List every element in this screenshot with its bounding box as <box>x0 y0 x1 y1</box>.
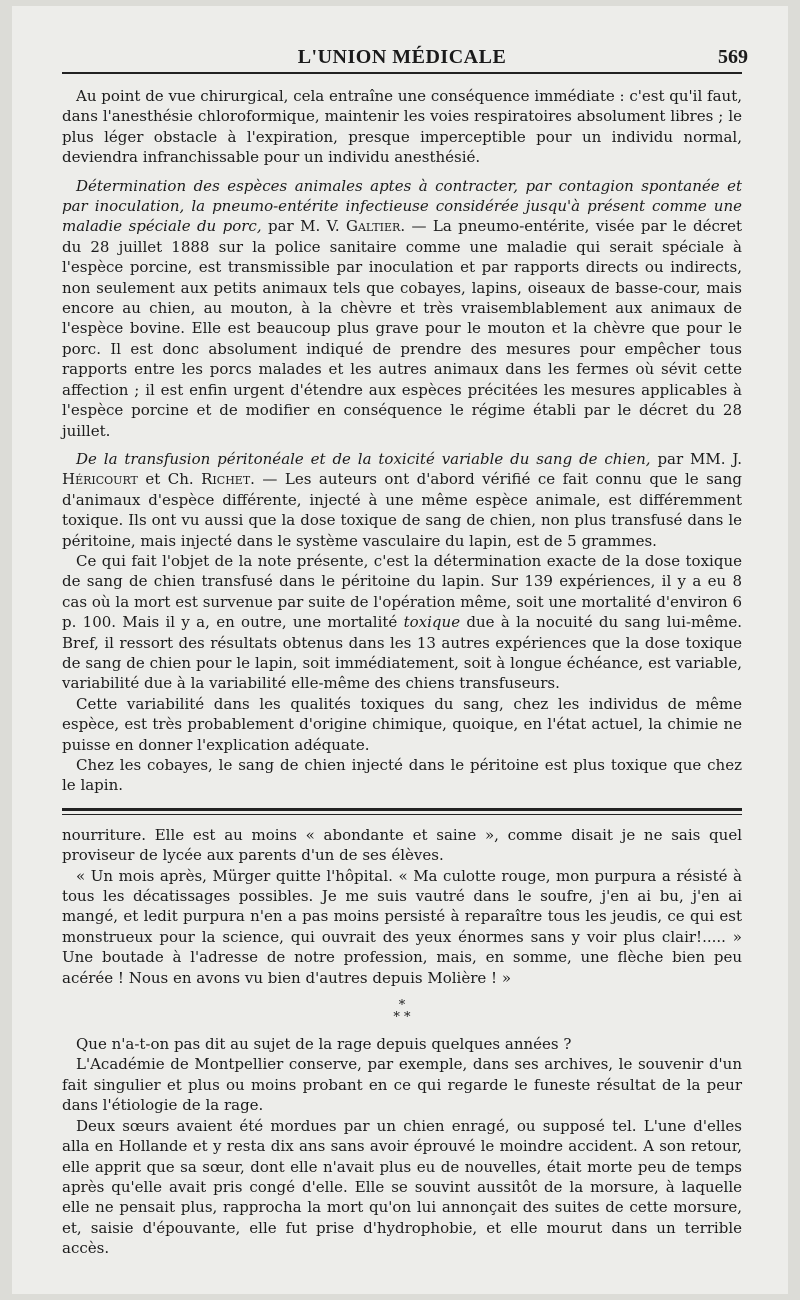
page-content <box>62 38 748 1259</box>
article-title-galtier: Détermination des espèces animales aptes à contracter, par contagion spontanée et par inoculation, la pneumo-entérite infectieuse considérée jusqu'à présent comme une maladie spéciale du porc, <box>62 176 742 236</box>
paragraph-hericourt <box>62 449 742 551</box>
author-hericourt: Héricourt <box>62 470 138 489</box>
header-rule <box>62 72 742 74</box>
spacer <box>62 168 742 176</box>
rule-thin <box>62 814 742 815</box>
paragraph-nourriture: nourriture. Elle est au moins « abondante et saine », comme disait je ne sais quel proviseur de lycée aux parents d'un de ses élèves. <box>62 825 742 865</box>
paragraph-murger: « Un mois après, Mürger quitte l'hôpital. « Ma culotte rouge, mon purpura a résisté à tous les décatissages possibles. Je me suis vautré dans le soufre, j'en ai bu, j'en ai mangé, et ledit purpura n'en a pas moins persisté à reparaître tous les jeudis, ce qui est monstrueux pour la science, qui ouvrait des yeux énormes sans y voir plus clair!..... » Une boutade à l'adresse de notre profession, mais, en somme, une flèche bien peu acérée ! Nous en avons vu bien d'autres depuis Molière ! » <box>62 866 742 987</box>
feuilleton-rule <box>62 808 742 815</box>
asterism-bottom: * * <box>393 1010 411 1026</box>
byline-text: par MM. J. <box>650 449 743 468</box>
paragraph-cobayes: Chez les cobayes, le sang de chien injecté dans le péritoine est plus toxique que chez le lapin. <box>62 756 742 795</box>
author-galtier: Galtier <box>345 217 401 236</box>
paragraph-rage: Que n'a-t-on pas dit au sujet de la rage depuis quelques années ? <box>76 1035 572 1054</box>
page-number: 569 <box>718 46 748 68</box>
paragraph-galtier <box>62 176 742 441</box>
italic-toxique: toxique <box>403 613 461 632</box>
body-text: due à la nocuité du sang lui-même. Bref, il ressort des résultats obtenus dans les 13 autres expériences que la dose toxique de sang de chien pour le lapin, soit immédiatement, soit à longue échéance, est variable, variabilité due à la variabilité elle-même des chiens transfuseurs. <box>62 613 742 693</box>
asterism <box>62 1000 742 1024</box>
article-title-hericourt: De la transfusion péritonéale et de la toxicité variable du sang de chien, <box>76 449 651 468</box>
paragraph-dose-toxique <box>62 551 742 694</box>
running-title: L'UNION MÉDICALE <box>297 46 507 68</box>
paragraph-montpellier: L'Académie de Montpellier conserve, par exemple, dans ses archives, le souvenir d'un fait singulier et plus ou moins probant en ce qui regarde le funeste résultat de la peur dans l'étiologie de la rage. <box>62 1055 742 1115</box>
asterism-top: * <box>398 998 406 1014</box>
byline-text: par M. V. <box>261 217 346 236</box>
spacer <box>62 441 742 449</box>
body-text: . — Les auteurs ont d'abord vérifié ce fait connu que le sang d'animaux d'espèce différente, injecté à une même espèce animale, est différemment toxique. Ils ont vu aussi que la dose toxique de sang de chien, non plus transfusé dans le péritoine, mais injecté dans le système vasculaire du lapin, est de 5 grammes. <box>62 470 742 550</box>
body-text: . — La pneumo-entérite, visée par le décret du 28 juillet 1888 sur la police sanitaire comme une maladie qui serait spéciale à l'espèce porcine, est transmissible par inoculation et par rapports directs ou indirects, non seulement aux petits animaux tels que cobayes, lapins, oiseaux de basse-cour, mais encore au chien, au mouton, à la chèvre et très vraisemblablement aux animaux de l'espèce bovine. Elle est beaucoup plus grave pour le mouton et la chèvre que pour le porc. Il est donc absolument indiqué de prendre des mesures pour empêcher tous rapports entre les porcs malades et les autres animaux dans les fermes où sévit cette affection ; il est enfin urgent d'étendre aux espèces précitées les mesures applicables à l'espèce porcine et de modifier en conséquence le régime établi par le décret du 28 juillet. <box>62 217 742 440</box>
page <box>12 6 788 1294</box>
byline-and: et Ch. <box>137 470 202 489</box>
body-text: Ce qui fait l'objet de la note présente, c'est la détermination exacte de la dose toxique de sang de chien transfusé dans le péritoine du lapin. Sur 139 expériences, il y a eu 8 cas où la mort est survenue par suite de l'opération même, soit une mortalité d'environ 6 p. 100. Mais il y a, en outre, une mortalité <box>62 551 742 632</box>
rule-thick <box>62 808 742 811</box>
author-richet: Richet <box>201 470 251 489</box>
paragraph-chirurgical: Au point de vue chirurgical, cela entraîne une conséquence immédiate : c'est qu'il faut, dans l'anesthésie chloroformique, maintenir les voies respiratoires absolument libres ; le plus léger obstacle à l'expiration, presque imperceptible pour un individu normal, deviendra infranchissable pour un individu anesthésié. <box>62 87 742 167</box>
paragraph-variabilite: Cette variabilité dans les qualités toxiques du sang, chez les individus de même espèce, est très probablement d'origine chimique, quoique, en l'état actuel, la chimie ne puisse en donner l'explication adéquate. <box>62 694 742 754</box>
page-header <box>62 38 748 72</box>
paragraph-deux-soeurs: Deux sœurs avaient été mordues par un chien enragé, ou supposé tel. L'une d'elles alla en Hollande et y resta dix ans sans avoir éprouvé le moindre accident. A son retour, elle apprit que sa sœur, dont elle n'avait plus eu de nouvelles, était morte peu de temps après qu'elle avait pris congé d'elle. Elle se souvint aussitôt de la morsure, à laquelle elle ne pensait plus, rapprocha la mort qu'on lui annonçait des suites de cette morsure, et, saisie d'épouvante, elle fut prise d'hydrophobie, et elle mourut dans un terrible accès. <box>62 1116 742 1258</box>
